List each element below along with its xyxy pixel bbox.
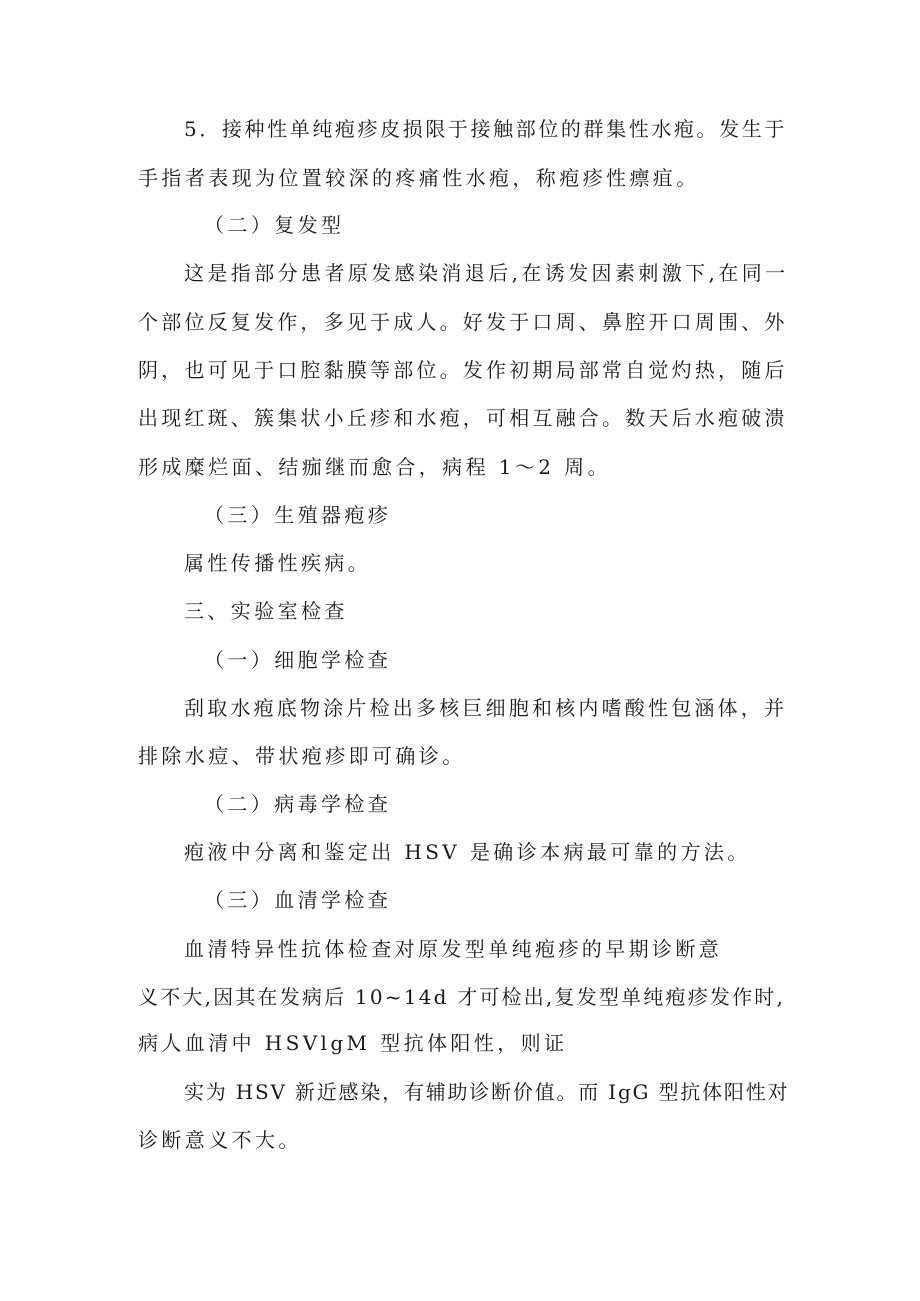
heading-recurrent-type: （二）复发型	[204, 213, 345, 237]
paragraph-serology-4: 实为 HSV 新近感染，有辅助诊断价值。而 IgG 型抗体阳性对	[184, 1080, 790, 1104]
paragraph-inoculation-herpes: 5．接种性单纯疱疹皮损限于接触部位的群集性水疱。发生于	[184, 117, 787, 141]
paragraph-genital-herpes: 属性传播性疾病。	[184, 551, 372, 575]
paragraph-serology-1: 血清特异性抗体检查对原发型单纯疱疹的早期诊断意	[184, 937, 723, 961]
heading-genital-herpes: （三）生殖器疱疹	[204, 503, 392, 527]
paragraph-inoculation-herpes-cont: 手指者表现为位置较深的疼痛性水疱，称疱疹性瘭疽。	[138, 166, 700, 190]
paragraph-recurrent-3: 阴，也可见于口腔黏膜等部位。发作初期局部常自觉灼热，随后	[138, 358, 788, 382]
paragraph-serology-5: 诊断意义不大。	[138, 1128, 302, 1152]
paragraph-cytology-1: 刮取水疱底物涂片检出多核巨细胞和核内嗜酸性包涵体，并	[184, 696, 788, 720]
paragraph-cytology-2: 排除水痘、带状疱疹即可确诊。	[138, 744, 466, 768]
paragraph-serology-3: 病人血清中 HSVlgM 型抗体阳性，则证	[138, 1031, 568, 1055]
paragraph-recurrent-4: 出现红斑、簇集状小丘疹和水疱，可相互融合。数天后水疱破溃	[138, 406, 788, 430]
paragraph-recurrent-5: 形成糜烂面、结痂继而愈合，病程 1～2 周。	[138, 455, 611, 479]
heading-serology: （三）血清学检查	[204, 888, 392, 912]
heading-lab-tests: 三、实验室检查	[184, 599, 348, 623]
paragraph-virology: 疱液中分离和鉴定出 HSV 是确诊本病最可靠的方法。	[184, 840, 751, 864]
paragraph-serology-2: 义不大,因其在发病后 10~14d 才可检出,复发型单纯疱疹发作时,	[138, 985, 786, 1009]
heading-virology: （二）病毒学检查	[204, 792, 392, 816]
paragraph-recurrent-2: 个部位反复发作，多见于成人。好发于口周、鼻腔开口周围、外	[138, 310, 788, 334]
paragraph-recurrent-1: 这是指部分患者原发感染消退后,在诱发因素刺激下,在同一	[184, 261, 789, 285]
heading-cytology: （一）细胞学检查	[204, 648, 392, 672]
